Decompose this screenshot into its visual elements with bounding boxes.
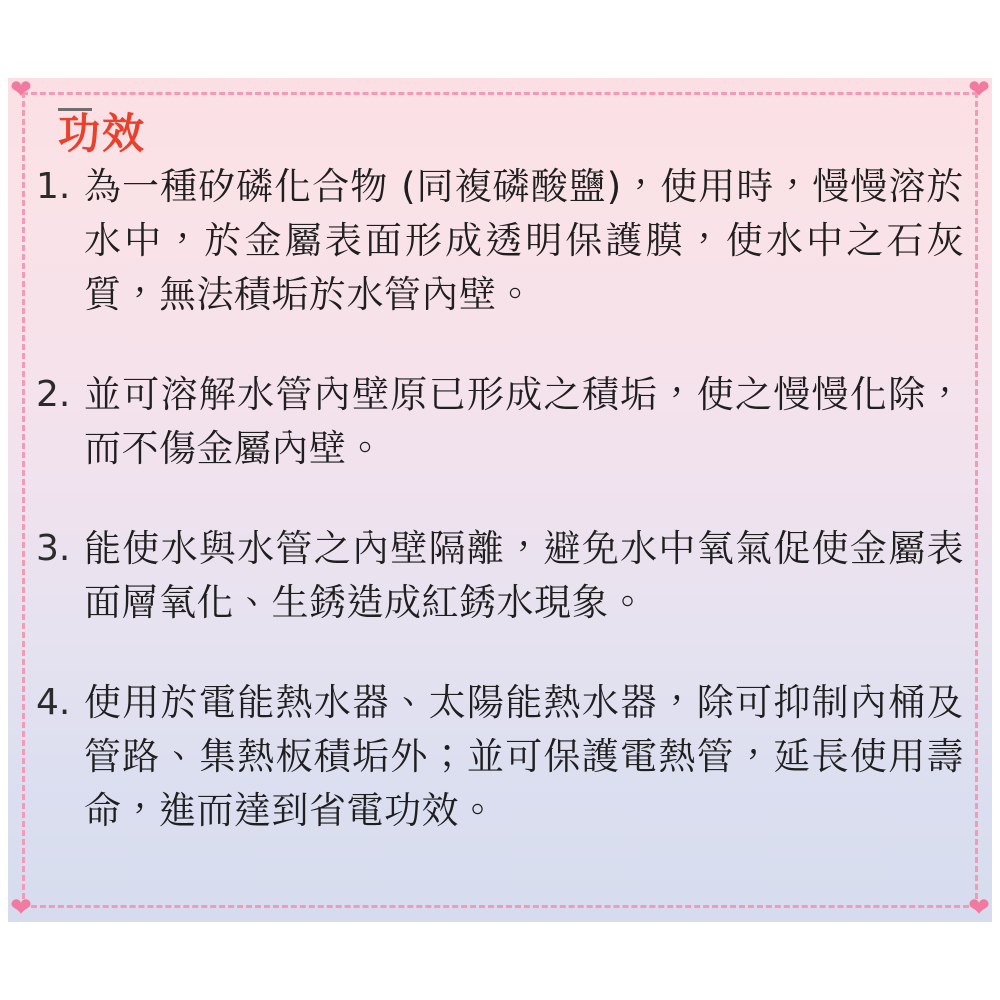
list-item-text: 使用於電能熱水器、太陽能熱水器，除可抑制內桶及管路、集熱板積垢外；並可保護電熱管，延長使用壽命，進而達到省電功效。 (84, 681, 964, 832)
list-item (36, 160, 964, 322)
benefit-list (36, 160, 964, 838)
heart-icon: ❤ (10, 893, 32, 923)
page-title: 功效 (58, 109, 147, 158)
list-item-number: 2. (36, 374, 71, 415)
list-item-text: 為一種矽磷化合物 (同複磷酸鹽)，使用時，慢慢溶於水中，於金屬表面形成透明保護膜，使水中之石灰質，無法積垢於水管內壁。 (84, 165, 964, 316)
list-item-number: 4. (36, 682, 71, 723)
heart-icon: ❤ (10, 75, 32, 105)
content-area (36, 104, 964, 904)
list-item (36, 676, 964, 838)
list-item-number: 3. (36, 528, 71, 569)
list-item-number: 1. (36, 166, 71, 207)
heart-icon: ❤ (968, 75, 990, 105)
list-item (36, 368, 964, 476)
list-item-text: 能使水與水管之內壁隔離，避免水中氧氣促使金屬表面層氧化、生銹造成紅銹水現象。 (84, 527, 964, 624)
list-item-text: 並可溶解水管內壁原已形成之積垢，使之慢慢化除，而不傷金屬內壁。 (84, 373, 964, 470)
title-block (36, 104, 964, 160)
list-item (36, 522, 964, 630)
heart-icon: ❤ (968, 893, 990, 923)
